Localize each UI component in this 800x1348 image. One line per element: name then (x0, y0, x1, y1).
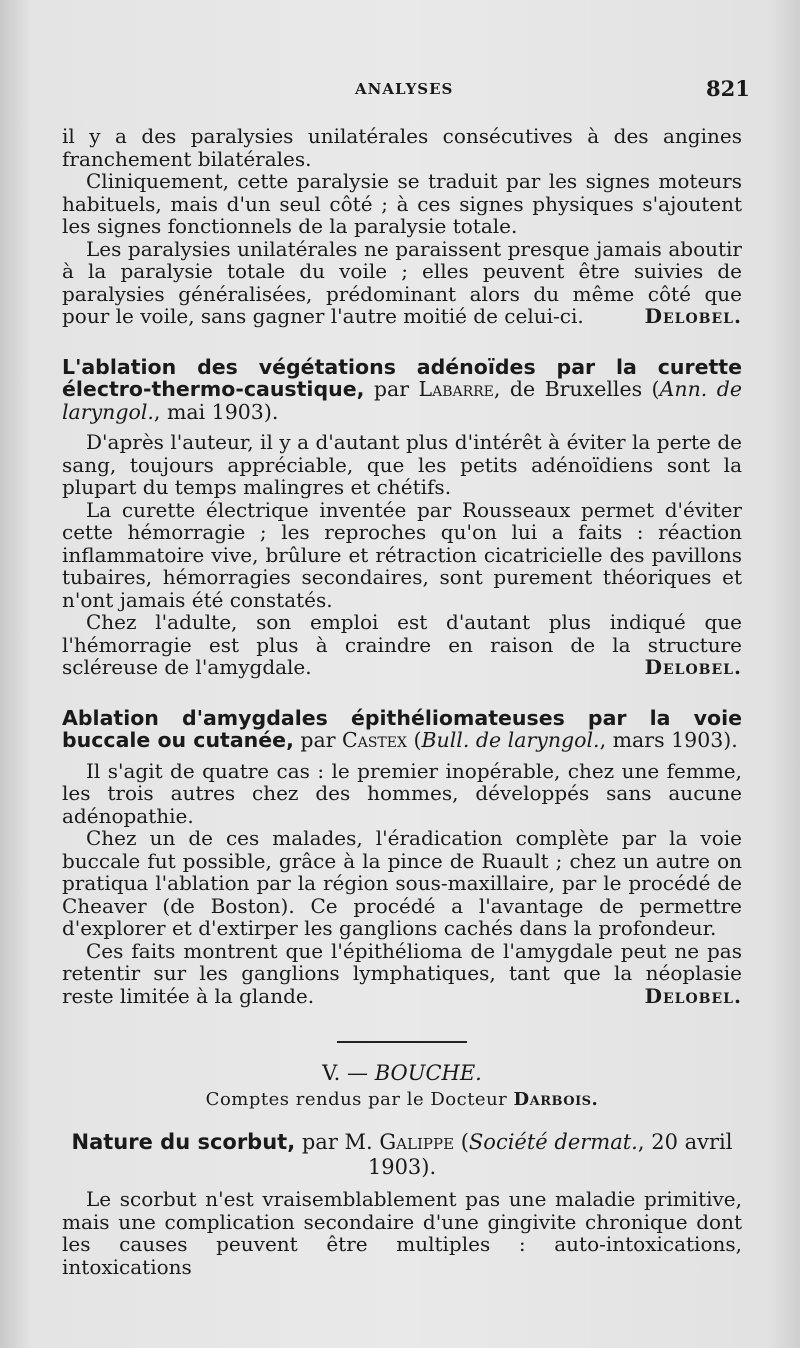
article-date: , 20 avril 1903). (367, 1130, 733, 1179)
article-open: ( (406, 728, 422, 752)
article-heading (62, 707, 742, 752)
article-place: , de Bruxelles ( (493, 377, 660, 401)
section-reporter (62, 1089, 742, 1110)
article-title: Nature du scorbut, (71, 1130, 296, 1154)
paragraph: La curette électrique inventée par Rousseaux permet d'éviter cette hémorragie ; les reproches qu'on lui a faits : réaction inflammatoire vive, brûlure et rétraction cicatricielle des pavillons tubaires, hémorragies secondaires, sont purement théoriques et n'ont jamais été constatés. (62, 497, 742, 612)
article-open: ( (454, 1130, 469, 1154)
article-heading (62, 356, 742, 424)
article-by: par (293, 728, 343, 752)
article-author: Labarre (418, 377, 494, 401)
page-number: 821 (706, 76, 750, 101)
page-body (62, 125, 742, 1278)
author-signature: Delobel. (644, 304, 742, 328)
author-signature: Delobel. (644, 983, 742, 1008)
paragraph: il y a des paralysies unilatérales consécutives à des angines franchement bilatérales. (62, 124, 742, 171)
running-title: ANALYSES (355, 80, 454, 98)
paragraph: Il s'agit de quatre cas : le premier inopérable, chez une femme, les trois autres chez des hommes, développés sans aucune adénopathie. (62, 758, 742, 828)
article-date: , mars 1903). (599, 728, 738, 752)
paragraph (62, 940, 742, 1008)
paragraph-text: Les paralysies unilatérales ne paraissent presque jamais aboutir à la paralysie totale du voile ; elles peuvent être suivies de paralysies généralisées, prédominant alors du même côté que pour le voile, sans gagner l'autre moitié de celui-ci. (62, 236, 742, 328)
paragraph: Chez un de ces malades, l'éradication complète par la voie buccale fut possible, grâce à la pince de Ruault ; chez un autre on pratiqua l'ablation par la région sous-maxillaire, par le procédé de Cheaver (de Boston). Ce procédé a l'avantage de permettre d'explorer et d'extirper les ganglions cachés dans la profondeur. (62, 826, 742, 940)
article-title: Ablation d'amygdales épithéliomateuses par la voie buccale ou cutanée, (62, 705, 742, 752)
running-header (0, 76, 800, 104)
section-number: V. — (322, 1061, 375, 1085)
paragraph: Cliniquement, cette paralysie se traduit par les signes moteurs habituels, mais d'un seul côté ; à ces signes physiques s'ajoutent les signes fonctionnels de la paralysie totale. (62, 169, 742, 238)
paragraph: D'après l'auteur, il y a d'autant plus d'intérêt à éviter la perte de sang, toujours appréciable, que les petits adénoïdiens sont la plupart du temps malingres et chétifs. (62, 430, 742, 499)
article-heading (62, 1130, 742, 1180)
reporter-name: Darbois. (513, 1089, 599, 1110)
paragraph (62, 611, 742, 679)
article-author: Castex (342, 728, 407, 752)
reporter-label: Comptes rendus par le Docteur (205, 1089, 514, 1110)
paragraph-text: Ces faits montrent que l'épithélioma de l'amygdale peut ne pas retentir sur les ganglions lymphatiques, tant que la néoplasie reste limitée à la glande. (62, 938, 742, 1008)
section-divider (337, 1041, 467, 1043)
article-by: par (364, 377, 419, 401)
paragraph (62, 238, 742, 328)
article-journal: Ann. de laryngol. (62, 377, 742, 424)
article-by: par M. (295, 1130, 380, 1154)
article-author: Galippe (379, 1130, 455, 1154)
article-journal: Société dermat. (468, 1130, 638, 1154)
article-date: , mai 1903). (153, 399, 279, 424)
paragraph: Le scorbut n'est vraisemblablement pas une maladie primitive, mais une complication secondaire d'une gingivite chronique dont les causes peuvent être multiples : auto-intoxications, intoxications (62, 1187, 742, 1279)
section-title (62, 1061, 742, 1085)
section-name: BOUCHE. (374, 1061, 482, 1085)
paragraph-text: Chez l'adulte, son emploi est d'autant plus indiqué que l'hémorragie est plus à craindre en raison de la structure scléreuse de l'amygdale. (62, 610, 742, 679)
article-journal: Bull. de laryngol. (421, 728, 600, 752)
author-signature: Delobel. (644, 655, 742, 679)
article-title: L'ablation des végétations adénoïdes par la curette électro-thermo-caustique, (62, 354, 742, 401)
